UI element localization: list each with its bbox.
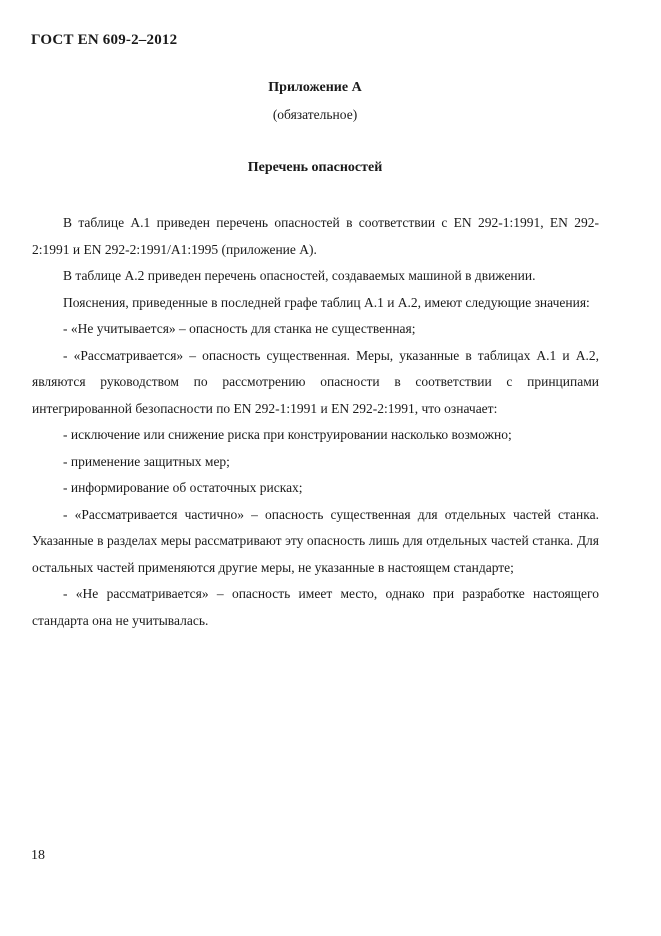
list-item-risk-reduction: - исключение или снижение риска при конструировании насколько возможно; [63,427,512,442]
list-item-not-considered: - «Не учитывается» – опасность для станка не существенная; [63,321,416,336]
appendix-title: Приложение А [268,80,362,95]
list-item-protective-measures: - применение защитных мер; [63,453,230,469]
list-item-residual-risks: - информирование об остаточных рисках; [63,480,303,495]
body-text [32,210,599,634]
paragraph-intro-table-a2: В таблице А.2 приведен перечень опасностей, создаваемых машиной в движении. [63,268,536,283]
list-item-partially-considered: - «Рассматривается частично» – опасность существенная для отдельных частей станка. Указанные в разделах меры рассматривают эту опасность лишь для отдельных частей станка. Для остальных частей применяются другие меры, не указанные в настоящем стандарте; [32,506,599,575]
section-title: Перечень опасностей [247,160,383,175]
paragraph-intro-table-a1: В таблице А.1 приведен перечень опасностей в соответствии с EN 292-1:1991, EN 292-2:1991 и EN 292-2:1991/A1:1995 (приложение А). [32,215,599,257]
list-item-considered: - «Рассматривается» – опасность существенная. Меры, указанные в таблицах А.1 и А.2, являются руководством по рассмотрению опасности в соответствии с принципами интегрированной безопасности по EN 292-1:1991 и EN 292-2:1991, что означает: [32,347,599,416]
standard-code-header: ГОСТ EN 609-2–2012 [31,32,178,48]
appendix-status: (обязательное) [272,107,358,122]
paragraph-explanations: Пояснения, приведенные в последней графе таблиц А.1 и А.2, имеют следующие значения: [63,294,590,310]
page-number: 18 [31,848,45,863]
list-item-not-dealt-with: - «Не рассматривается» – опасность имеет место, однако при разработке настоящего стандарта она не учитывалась. [32,586,599,628]
